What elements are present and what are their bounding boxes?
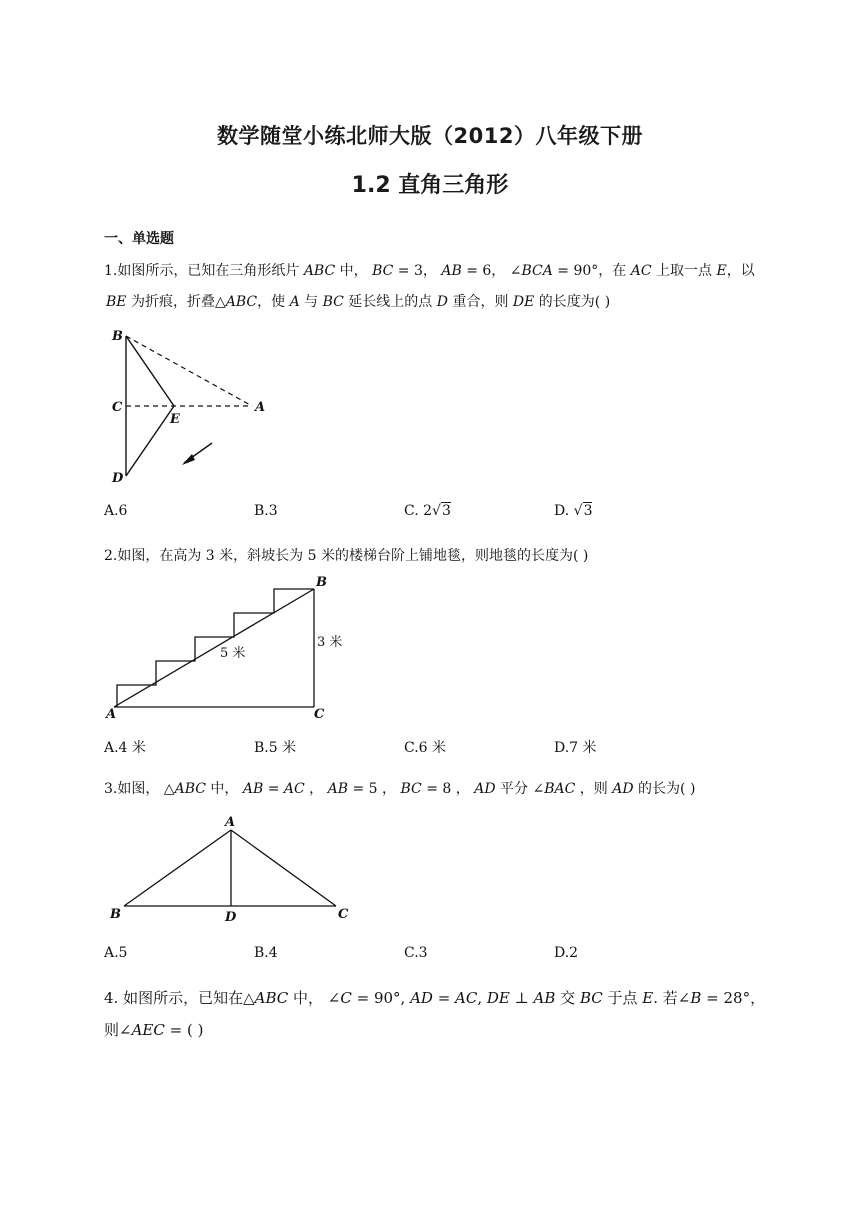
label-c: C [112, 400, 123, 415]
sqrt-symbol: √3 [573, 503, 593, 519]
label-c: C [338, 907, 349, 922]
side-ab [124, 830, 231, 906]
label-c: C [314, 707, 325, 722]
question-4-line-1: 4. 如图所示，已知在△ABC 中， ∠C = 90°, AD = AC, DE ⊥ AB 交 BC 于点 E. 若∠B = 28°， [104, 989, 766, 1007]
sqrt-symbol: √3 [432, 503, 451, 519]
q1-option-b[interactable]: B.3 [254, 503, 278, 519]
question-1-line-2: BE 为折痕，折叠△ABC，使 A 与 BC 延长线上的点 D 重合，则 DE 的长度为( ) [106, 294, 611, 310]
q2-option-c[interactable]: C.6 米 [404, 740, 447, 756]
label-b: B [110, 907, 121, 922]
q2-option-a[interactable]: A.4 米 [104, 740, 146, 756]
fold-arrow-head [182, 454, 195, 465]
q3-option-a[interactable]: A.5 [104, 945, 128, 961]
question-4-line-2: 则∠AEC = ( ) [104, 1021, 204, 1039]
label-d: D [112, 471, 124, 486]
height-label: 3 米 [317, 635, 343, 650]
question-1-line-1: 1.如图所示，已知在三角形纸片 ABC 中， BC = 3， AB = 6， ∠BCA = 90°，在 AC 上取一点 E，以 [104, 263, 755, 279]
section-heading: 一、单选题 [104, 231, 174, 247]
document-title: 数学随堂小练北师大版（2012）八年级下册 [217, 124, 643, 148]
label-a: A [255, 400, 266, 415]
q3-option-b[interactable]: B.4 [254, 945, 278, 961]
q1-option-d[interactable]: D. √3 [554, 503, 593, 519]
q1-option-a[interactable]: A.6 [104, 503, 128, 519]
q1-option-c[interactable]: C. 2√3 [404, 503, 451, 519]
label-b: B [112, 329, 123, 344]
label-b: B [316, 575, 327, 590]
q2-option-b[interactable]: B.5 米 [254, 740, 297, 756]
question-3-text: 3.如图， △ABC 中， AB = AC ， AB = 5 ， BC = 8 ， AD 平分 ∠BAC ，则 AD 的长为( ) [104, 781, 696, 797]
question-1-figure [100, 322, 280, 492]
label-d: D [225, 910, 237, 925]
q3-option-d[interactable]: D.2 [554, 945, 579, 961]
q2-option-d[interactable]: D.7 米 [554, 740, 597, 756]
label-a: A [106, 707, 117, 722]
label-a: A [225, 815, 236, 830]
q3-option-c[interactable]: C.3 [404, 945, 428, 961]
lesson-title: 1.2 直角三角形 [351, 173, 509, 198]
line-ba-dashed [126, 336, 252, 406]
side-ac [231, 830, 336, 906]
question-3-figure [100, 812, 360, 927]
line-de [126, 406, 174, 476]
question-2-figure [100, 572, 360, 722]
question-2-text: 2.如图，在高为 3 米，斜坡长为 5 米的楼梯台阶上铺地毯，则地毯的长度为( ) [104, 548, 589, 564]
slope-label: 5 米 [220, 646, 246, 661]
line-be [126, 336, 174, 406]
slope-ab [114, 589, 314, 707]
label-e: E [170, 412, 180, 427]
